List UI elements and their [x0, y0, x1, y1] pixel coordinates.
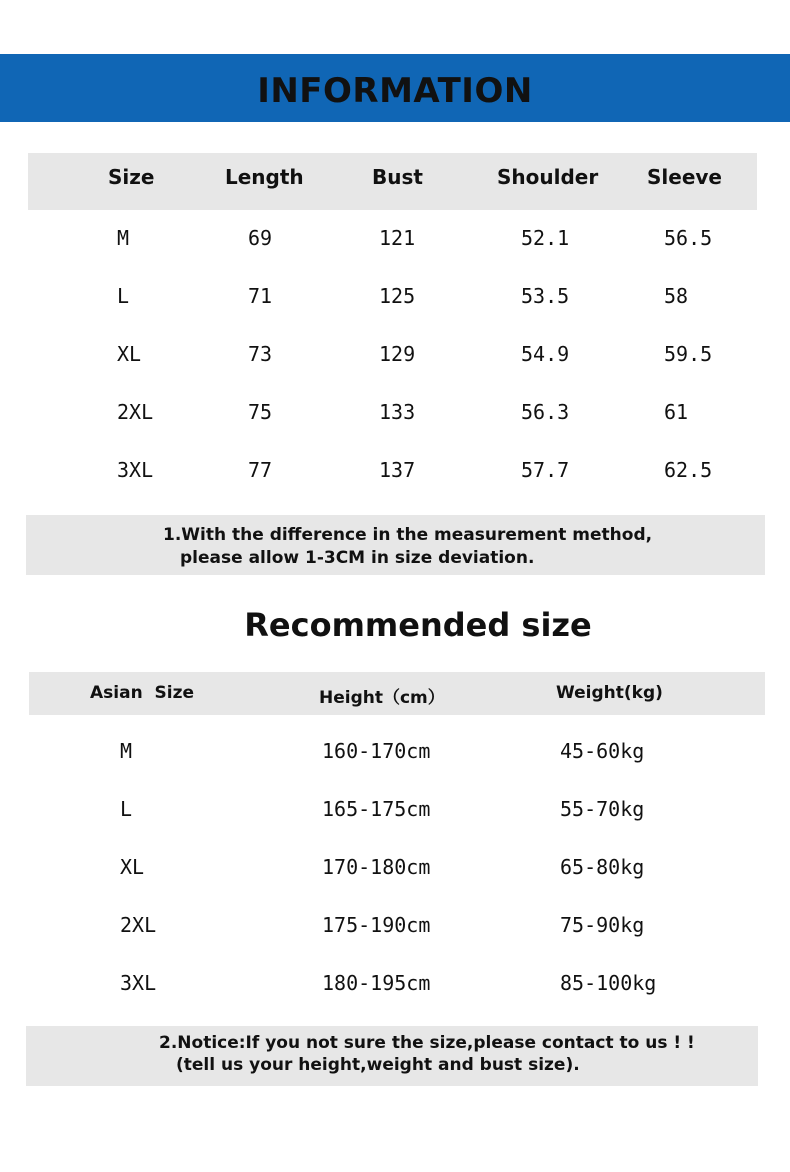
- cell-sleeve: 59.5: [664, 342, 713, 366]
- cell-shoulder: 52.1: [521, 226, 570, 250]
- header-asian-size: Asian Size: [90, 683, 195, 703]
- cell-weight: 65-80kg: [560, 855, 645, 879]
- cell-weight: 85-100kg: [560, 971, 657, 995]
- cell-length: 75: [248, 400, 273, 424]
- recommended-table-header: [29, 672, 765, 715]
- cell-weight: 55-70kg: [560, 797, 645, 821]
- size-table-header: [28, 153, 757, 210]
- cell-bust: 121: [379, 226, 416, 250]
- cell-sleeve: 62.5: [664, 458, 713, 482]
- information-banner: [0, 54, 790, 122]
- cell-length: 73: [248, 342, 273, 366]
- cell-asian-size: XL: [120, 855, 145, 879]
- cell-asian-size: 2XL: [120, 913, 157, 937]
- cell-size: 3XL: [117, 458, 154, 482]
- header-sleeve: Sleeve: [647, 165, 722, 189]
- cell-shoulder: 53.5: [521, 284, 570, 308]
- cell-height: 170-180cm: [322, 855, 431, 879]
- note-line-1: 1.With the difference in the measurement method,: [163, 525, 653, 545]
- header-height: Height（cm）: [319, 688, 445, 708]
- cell-height: 180-195cm: [322, 971, 431, 995]
- cell-asian-size: 3XL: [120, 971, 157, 995]
- cell-weight: 45-60kg: [560, 739, 645, 763]
- cell-size: L: [117, 284, 130, 308]
- header-weight: Weight(kg): [556, 683, 663, 703]
- header-bust: Bust: [372, 165, 423, 189]
- cell-asian-size: L: [120, 797, 133, 821]
- cell-length: 71: [248, 284, 273, 308]
- cell-length: 69: [248, 226, 273, 250]
- cell-height: 160-170cm: [322, 739, 431, 763]
- note-line-2: (tell us your height,weight and bust size).: [176, 1055, 580, 1075]
- note-line-2: please allow 1-3CM in size deviation.: [180, 548, 535, 568]
- cell-size: XL: [117, 342, 142, 366]
- cell-sleeve: 58: [664, 284, 689, 308]
- cell-length: 77: [248, 458, 273, 482]
- cell-bust: 129: [379, 342, 416, 366]
- cell-bust: 125: [379, 284, 416, 308]
- measurement-note: [26, 515, 765, 575]
- header-size: Size: [108, 165, 155, 189]
- cell-bust: 133: [379, 400, 416, 424]
- cell-sleeve: 56.5: [664, 226, 713, 250]
- cell-size: 2XL: [117, 400, 154, 424]
- banner-title: INFORMATION: [257, 71, 533, 111]
- note-line-1: 2.Notice:If you not sure the size,please contact to us ! !: [159, 1033, 695, 1053]
- cell-shoulder: 56.3: [521, 400, 570, 424]
- cell-weight: 75-90kg: [560, 913, 645, 937]
- header-length: Length: [225, 165, 304, 189]
- cell-height: 175-190cm: [322, 913, 431, 937]
- contact-note: [26, 1026, 758, 1086]
- cell-height: 165-175cm: [322, 797, 431, 821]
- cell-sleeve: 61: [664, 400, 689, 424]
- cell-shoulder: 57.7: [521, 458, 570, 482]
- header-shoulder: Shoulder: [497, 165, 599, 189]
- cell-bust: 137: [379, 458, 416, 482]
- cell-asian-size: M: [120, 739, 133, 763]
- recommended-title: Recommended size: [244, 606, 592, 644]
- cell-shoulder: 54.9: [521, 342, 570, 366]
- cell-size: M: [117, 226, 130, 250]
